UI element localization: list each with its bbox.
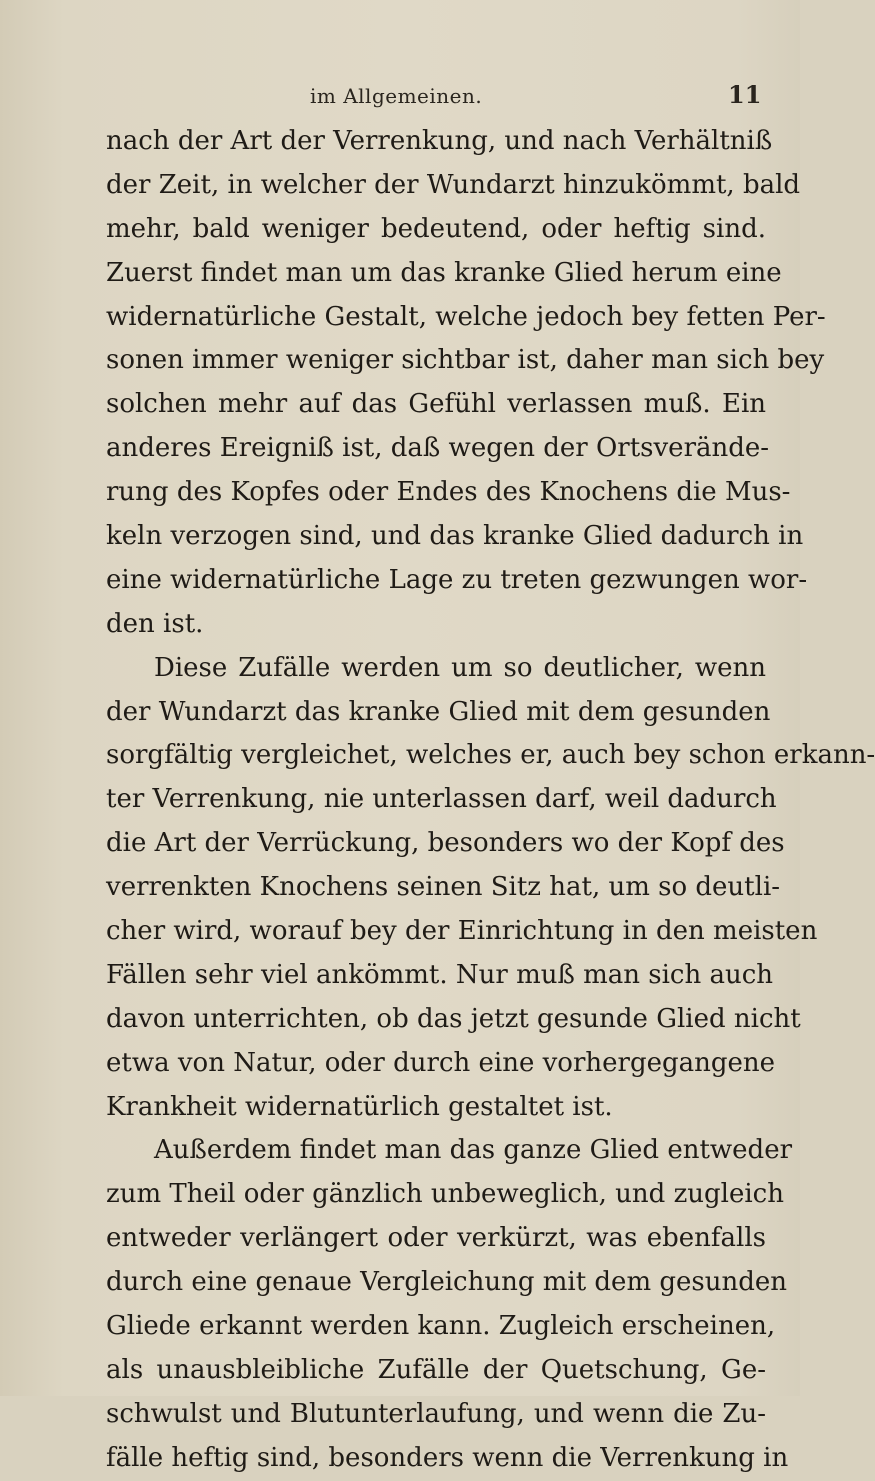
text-line: sonen immer weniger sichtbar ist, daher man sich bey xyxy=(106,345,825,376)
text-line: Krankheit widernatürlich gestaltet ist. xyxy=(106,1091,613,1122)
text-line: entweder verlängert oder verkürzt, was ebenfalls xyxy=(106,1223,766,1254)
text-line: ter Verrenkung, nie unterlassen darf, weil dadurch xyxy=(106,784,777,815)
text-line: mehr, bald weniger bedeutend, oder heftig sind. xyxy=(106,213,766,244)
text-line: davon unterrichten, ob das jetzt gesunde Glied nicht xyxy=(106,1003,801,1034)
text-line: Fällen sehr viel ankömmt. Nur muß man sich auch xyxy=(106,959,774,990)
text-line: sorgfältig vergleichet, welches er, auch bey schon erkann- xyxy=(106,740,875,771)
text-line: der Zeit, in welcher der Wundarzt hinzukömmt, bald xyxy=(106,169,801,200)
text-line: Gliede erkannt werden kann. Zugleich erscheinen, xyxy=(106,1311,776,1342)
text-line: fälle heftig sind, besonders wenn die Verrenkung in xyxy=(106,1442,789,1473)
text-line: etwa von Natur, oder durch eine vorhergegangene xyxy=(106,1047,776,1078)
text-line: Außerdem findet man das ganze Glied entweder xyxy=(154,1135,793,1166)
text-line: eine widernatürliche Lage zu treten gezwungen wor- xyxy=(106,564,808,595)
text-line: der Wundarzt das kranke Glied mit dem gesunden xyxy=(106,696,771,727)
text-line: den ist. xyxy=(106,608,204,639)
text-line: Diese Zufälle werden um so deutlicher, wenn xyxy=(154,652,766,683)
page-header xyxy=(0,74,800,110)
text-line: verrenkten Knochens seinen Sitz hat, um so deutli- xyxy=(106,872,781,903)
page-number: 11 xyxy=(728,80,762,109)
text-line: solchen mehr auf das Gefühl verlassen muß. Ein xyxy=(106,389,766,420)
text-line: als unausbleibliche Zufälle der Quetschung, Ge- xyxy=(106,1354,766,1385)
text-line: nach der Art der Verrenkung, und nach Verhältniß xyxy=(106,126,773,156)
text-line: keln verzogen sind, und das kranke Glied dadurch in xyxy=(106,521,804,552)
text-line: zum Theil oder gänzlich unbeweglich, und zugleich xyxy=(106,1179,784,1210)
running-head: im Allgemeinen. xyxy=(310,84,483,108)
text-line: durch eine genaue Vergleichung mit dem gesunden xyxy=(106,1267,788,1298)
text-line: schwulst und Blutunterlaufung, und wenn die Zu- xyxy=(106,1398,766,1429)
text-line: rung des Kopfes oder Endes des Knochens die Mus- xyxy=(106,477,791,508)
text-line: cher wird, worauf bey der Einrichtung in den meisten xyxy=(106,916,818,947)
body-text xyxy=(106,120,875,1481)
text-line: Zuerst findet man um das kranke Glied herum eine xyxy=(106,257,782,288)
text-line: widernatürliche Gestalt, welche jedoch bey fetten Per- xyxy=(106,301,826,332)
text-line: die Art der Verrückung, besonders wo der Kopf des xyxy=(106,828,785,859)
text-line: anderes Ereigniß ist, daß wegen der Ortsverände- xyxy=(106,433,770,464)
